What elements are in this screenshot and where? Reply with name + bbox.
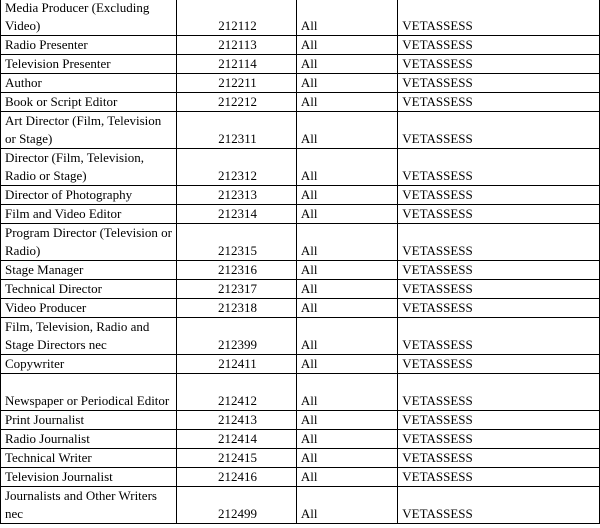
table-row bbox=[1, 487, 600, 524]
table-row bbox=[1, 430, 600, 449]
anzsco-code: 212315 bbox=[177, 224, 297, 261]
occupation-title: Director (Film, Television, Radio or Stage) bbox=[1, 149, 177, 186]
assessing-authority: VETASSESS bbox=[398, 411, 600, 430]
states-cell: All bbox=[296, 261, 397, 280]
states-cell: All bbox=[296, 487, 397, 524]
anzsco-code: 212411 bbox=[177, 355, 297, 374]
assessing-authority: VETASSESS bbox=[398, 487, 600, 524]
occupation-title: Television Presenter bbox=[1, 55, 177, 74]
anzsco-code: 212499 bbox=[177, 487, 297, 524]
assessing-authority: VETASSESS bbox=[398, 449, 600, 468]
occupation-title: Television Journalist bbox=[1, 468, 177, 487]
anzsco-code: 212316 bbox=[177, 261, 297, 280]
table-row bbox=[1, 93, 600, 112]
states-cell: All bbox=[296, 355, 397, 374]
assessing-authority: VETASSESS bbox=[398, 93, 600, 112]
anzsco-code: 212416 bbox=[177, 468, 297, 487]
states-cell: All bbox=[296, 55, 397, 74]
assessing-authority: VETASSESS bbox=[398, 374, 600, 411]
occupation-title: Film and Video Editor bbox=[1, 205, 177, 224]
table-row bbox=[1, 36, 600, 55]
assessing-authority: VETASSESS bbox=[398, 280, 600, 299]
table-row bbox=[1, 318, 600, 355]
table-row bbox=[1, 299, 600, 318]
occupation-title: Video Producer bbox=[1, 299, 177, 318]
anzsco-code: 212212 bbox=[177, 93, 297, 112]
occupation-title: Director of Photography bbox=[1, 186, 177, 205]
states-cell: All bbox=[296, 0, 397, 36]
occupation-title: Print Journalist bbox=[1, 411, 177, 430]
assessing-authority: VETASSESS bbox=[398, 224, 600, 261]
occupation-title: Book or Script Editor bbox=[1, 93, 177, 112]
anzsco-code: 212317 bbox=[177, 280, 297, 299]
occupation-title: Program Director (Television or Radio) bbox=[1, 224, 177, 261]
assessing-authority: VETASSESS bbox=[398, 74, 600, 93]
occupation-title: Stage Manager bbox=[1, 261, 177, 280]
occupation-title: Radio Journalist bbox=[1, 430, 177, 449]
states-cell: All bbox=[296, 74, 397, 93]
anzsco-code: 212318 bbox=[177, 299, 297, 318]
occupation-title: Art Director (Film, Television or Stage) bbox=[1, 112, 177, 149]
anzsco-code: 212413 bbox=[177, 411, 297, 430]
table-row bbox=[1, 449, 600, 468]
occupation-title: Technical Director bbox=[1, 280, 177, 299]
states-cell: All bbox=[296, 186, 397, 205]
states-cell: All bbox=[296, 112, 397, 149]
assessing-authority: VETASSESS bbox=[398, 261, 600, 280]
occupation-title: Radio Presenter bbox=[1, 36, 177, 55]
assessing-authority: VETASSESS bbox=[398, 355, 600, 374]
anzsco-code: 212311 bbox=[177, 112, 297, 149]
anzsco-code: 212114 bbox=[177, 55, 297, 74]
table-row bbox=[1, 261, 600, 280]
occupation-title: Technical Writer bbox=[1, 449, 177, 468]
anzsco-code: 212412 bbox=[177, 374, 297, 411]
occupation-title: Media Producer (Excluding Video) bbox=[1, 0, 177, 36]
assessing-authority: VETASSESS bbox=[398, 430, 600, 449]
assessing-authority: VETASSESS bbox=[398, 112, 600, 149]
states-cell: All bbox=[296, 149, 397, 186]
assessing-authority: VETASSESS bbox=[398, 0, 600, 36]
anzsco-code: 212414 bbox=[177, 430, 297, 449]
table-row bbox=[1, 55, 600, 74]
table-row bbox=[1, 280, 600, 299]
table-row bbox=[1, 74, 600, 93]
states-cell: All bbox=[296, 430, 397, 449]
states-cell: All bbox=[296, 318, 397, 355]
occupation-title: Copywriter bbox=[1, 355, 177, 374]
table-row bbox=[1, 0, 600, 36]
occupation-title: Film, Television, Radio and Stage Directors nec bbox=[1, 318, 177, 355]
anzsco-code: 212113 bbox=[177, 36, 297, 55]
table-row bbox=[1, 112, 600, 149]
table-row bbox=[1, 355, 600, 374]
assessing-authority: VETASSESS bbox=[398, 55, 600, 74]
anzsco-code: 212313 bbox=[177, 186, 297, 205]
assessing-authority: VETASSESS bbox=[398, 468, 600, 487]
assessing-authority: VETASSESS bbox=[398, 186, 600, 205]
assessing-authority: VETASSESS bbox=[398, 299, 600, 318]
anzsco-code: 212399 bbox=[177, 318, 297, 355]
states-cell: All bbox=[296, 468, 397, 487]
states-cell: All bbox=[296, 374, 397, 411]
occupation-title: Author bbox=[1, 74, 177, 93]
table-row bbox=[1, 374, 600, 411]
states-cell: All bbox=[296, 224, 397, 261]
states-cell: All bbox=[296, 93, 397, 112]
assessing-authority: VETASSESS bbox=[398, 205, 600, 224]
table-row bbox=[1, 205, 600, 224]
table-row bbox=[1, 411, 600, 430]
states-cell: All bbox=[296, 449, 397, 468]
table-row bbox=[1, 186, 600, 205]
table-row bbox=[1, 149, 600, 186]
occupation-title: Newspaper or Periodical Editor bbox=[1, 374, 177, 411]
table-row bbox=[1, 468, 600, 487]
anzsco-code: 212211 bbox=[177, 74, 297, 93]
anzsco-code: 212112 bbox=[177, 0, 297, 36]
states-cell: All bbox=[296, 280, 397, 299]
anzsco-code: 212312 bbox=[177, 149, 297, 186]
occupation-title: Journalists and Other Writers nec bbox=[1, 487, 177, 524]
anzsco-code: 212415 bbox=[177, 449, 297, 468]
states-cell: All bbox=[296, 299, 397, 318]
states-cell: All bbox=[296, 205, 397, 224]
anzsco-code: 212314 bbox=[177, 205, 297, 224]
states-cell: All bbox=[296, 411, 397, 430]
states-cell: All bbox=[296, 36, 397, 55]
assessing-authority: VETASSESS bbox=[398, 36, 600, 55]
table-row bbox=[1, 224, 600, 261]
assessing-authority: VETASSESS bbox=[398, 149, 600, 186]
assessing-authority: VETASSESS bbox=[398, 318, 600, 355]
